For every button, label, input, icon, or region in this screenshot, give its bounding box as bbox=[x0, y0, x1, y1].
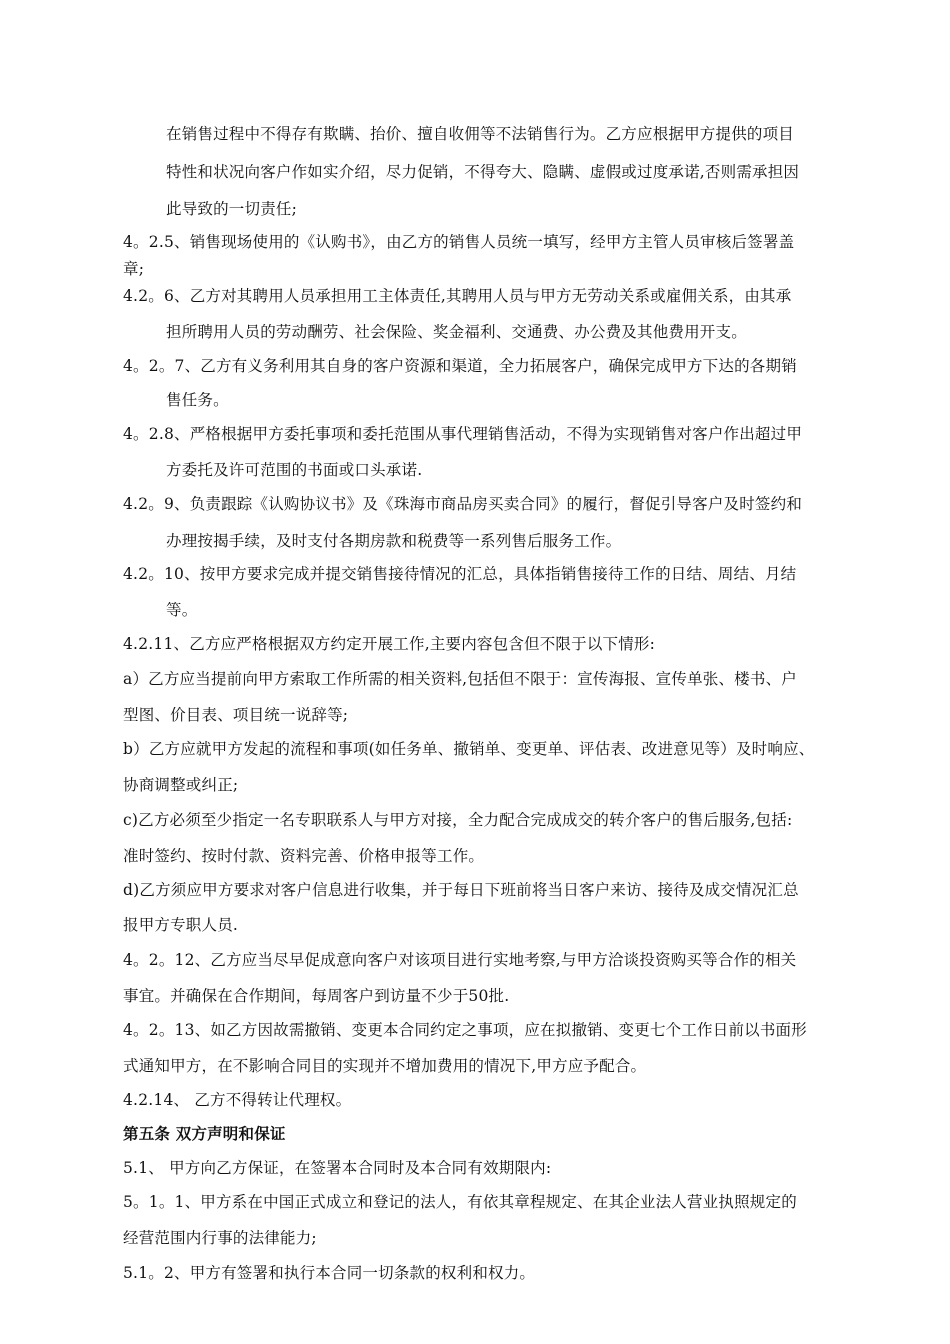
text-line: 4.2。9、负责跟踪《认购协议书》及《珠海市商品房买卖合同》的履行，督促引导客户及时签约和 bbox=[123, 495, 803, 513]
text-line: 式通知甲方，在不影响合同目的实现并不增加费用的情况下,甲方应予配合。 bbox=[123, 1057, 647, 1075]
text-line: 经营范围内行事的法律能力; bbox=[123, 1229, 317, 1247]
text-line: 协商调整或纠正; bbox=[123, 776, 239, 794]
text-line: 此导致的一切责任; bbox=[166, 200, 298, 218]
section-heading: 第五条 双方声明和保证 bbox=[123, 1125, 286, 1143]
text-line: 等。 bbox=[166, 601, 198, 619]
text-line: 5。1。1、甲方系在中国正式成立和登记的法人，有依其章程规定、在其企业法人营业执照规定的 bbox=[123, 1193, 797, 1211]
text-line: 4。2.8、严格根据甲方委托事项和委托范围从事代理销售活动，不得为实现销售对客户作出超过甲 bbox=[123, 425, 803, 443]
text-line: 特性和状况向客户作如实介绍，尽力促销，不得夸大、隐瞒、虚假或过度承诺,否则需承担因 bbox=[166, 163, 800, 181]
text-line: 型图、价目表、项目统一说辞等; bbox=[123, 706, 349, 724]
text-line: 办理按揭手续，及时支付各期房款和税费等一系列售后服务工作。 bbox=[166, 532, 622, 550]
text-line: 4.2.14、 乙方不得转让代理权。 bbox=[123, 1091, 352, 1109]
text-line: c)乙方必须至少指定一名专职联系人与甲方对接，全力配合完成成交的转介客户的售后服务,包括: bbox=[123, 811, 793, 829]
text-line: 4.2。10、按甲方要求完成并提交销售接待情况的汇总，具体指销售接待工作的日结、周结、月结 bbox=[123, 565, 797, 583]
text-line: 担所聘用人员的劳动酬劳、社会保险、奖金福利、交通费、办公费及其他费用开支。 bbox=[166, 323, 747, 341]
text-line: 报甲方专职人员. bbox=[123, 916, 239, 934]
text-line: 准时签约、按时付款、资料完善、价格申报等工作。 bbox=[123, 847, 485, 865]
text-line: 在销售过程中不得存有欺瞒、抬价、擅自收佣等不法销售行为。乙方应根据甲方提供的项目 bbox=[166, 125, 795, 143]
text-line: 事宜。并确保在合作期间，每周客户到访量不少于50批. bbox=[123, 987, 510, 1005]
text-line: 4.2.11、乙方应严格根据双方约定开展工作,主要内容包含但不限于以下情形: bbox=[123, 635, 656, 653]
text-line: 5.1、 甲方向乙方保证，在签署本合同时及本合同有效期限内: bbox=[123, 1159, 552, 1177]
text-line: 4。2。7、乙方有义务利用其自身的客户资源和渠道，全力拓展客户，确保完成甲方下达的各期销 bbox=[123, 357, 797, 375]
text-line: 5.1。2、甲方有签署和执行本合同一切条款的权利和权力。 bbox=[123, 1264, 536, 1282]
text-line: 4。2。13、如乙方因故需撤销、变更本合同约定之事项，应在拟撤销、变更七个工作日前以书面形 bbox=[123, 1021, 807, 1039]
text-line: 4.2。6、乙方对其聘用人员承担用工主体责任,其聘用人员与甲方无劳动关系或雇佣关系，由其承 bbox=[123, 287, 792, 305]
text-line: d)乙方须应甲方要求对客户信息进行收集，并于每日下班前将当日客户来访、接待及成交情况汇总 bbox=[123, 881, 799, 899]
text-line: 4。2。12、乙方应当尽早促成意向客户对该项目进行实地考察,与甲方洽谈投资购买等合作的相关 bbox=[123, 951, 797, 969]
text-line: 售任务。 bbox=[166, 391, 229, 409]
text-line: 4。2.5、销售现场使用的《认购书》，由乙方的销售人员统一填写，经甲方主管人员审核后签署盖 bbox=[123, 233, 795, 251]
text-line: 章; bbox=[123, 260, 145, 278]
text-line: 方委托及许可范围的书面或口头承诺. bbox=[166, 461, 423, 479]
text-line: b）乙方应就甲方发起的流程和事项(如任务单、撤销单、变更单、评估表、改进意见等）及时响应、 bbox=[123, 740, 815, 758]
text-line: a）乙方应当提前向甲方索取工作所需的相关资料,包括但不限于：宣传海报、宣传单张、楼书、户 bbox=[123, 670, 797, 688]
